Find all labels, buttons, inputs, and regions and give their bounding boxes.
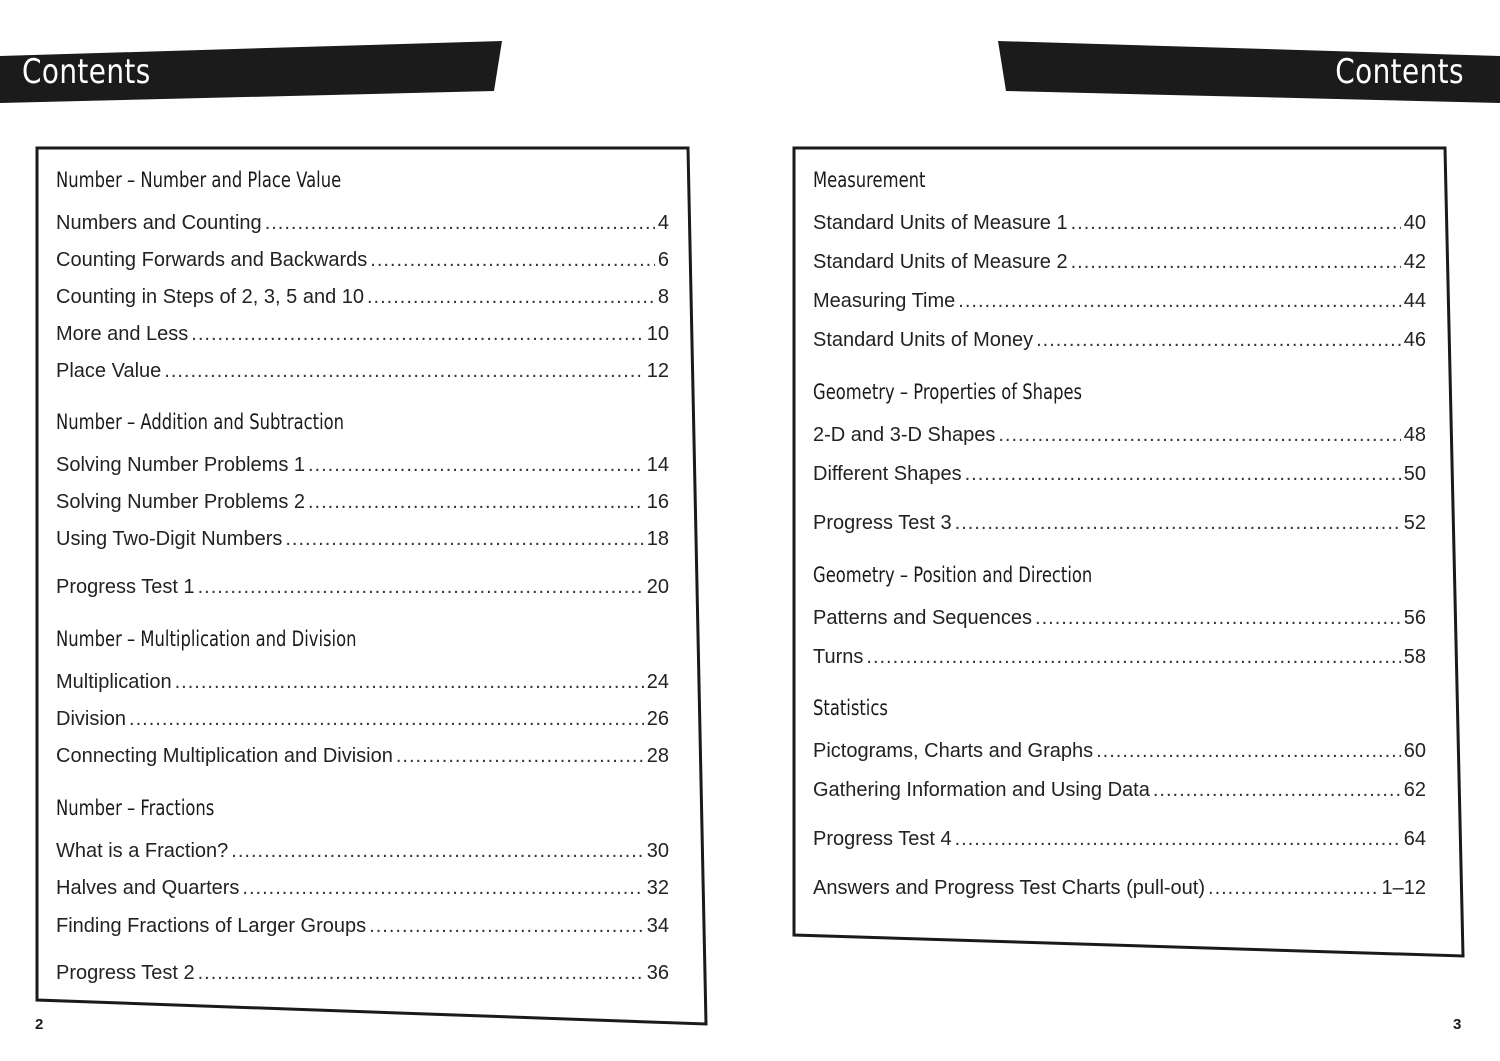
toc-entry[interactable] (56, 286, 669, 309)
entry-page: 12 (646, 360, 669, 382)
leader-dots (1036, 329, 1401, 352)
leader-dots (285, 528, 643, 551)
toc-entry[interactable] (813, 251, 1426, 274)
entry-title: 2-D and 3-D Shapes (813, 424, 996, 446)
entry-page: 48 (1403, 424, 1426, 446)
toc-entry[interactable] (813, 607, 1426, 630)
entry-title: Answers and Progress Test Charts (pull-out) (813, 877, 1206, 899)
entry-title: Different Shapes (813, 463, 962, 485)
toc-entry[interactable] (56, 840, 669, 863)
leader-dots (1096, 740, 1401, 763)
leader-dots (396, 745, 644, 768)
toc-entry[interactable] (56, 915, 669, 938)
entry-title: More and Less (56, 323, 189, 345)
toc-entry[interactable] (56, 877, 669, 900)
toc-entry[interactable] (813, 212, 1426, 235)
entry-page: 34 (646, 915, 669, 937)
entry-page: 10 (646, 323, 669, 345)
entry-title: Measuring Time (813, 290, 956, 312)
toc-entry[interactable] (56, 212, 669, 235)
section-heading-statistics: Statistics (813, 696, 888, 720)
entry-title: Solving Number Problems 1 (56, 454, 305, 476)
entry-page: 64 (1403, 828, 1426, 850)
toc-entry[interactable] (813, 779, 1426, 802)
entry-title: Halves and Quarters (56, 877, 240, 899)
leader-dots (242, 877, 643, 900)
entry-title: Numbers and Counting (56, 212, 262, 234)
entry-title: Multiplication (56, 671, 172, 693)
toc-entry[interactable] (56, 249, 669, 272)
entry-page: 58 (1403, 646, 1426, 668)
leader-dots (1071, 212, 1401, 235)
leader-dots (308, 491, 644, 514)
toc-entry-progress-test[interactable] (813, 512, 1426, 535)
entry-page: 50 (1403, 463, 1426, 485)
leader-dots (1035, 607, 1401, 630)
leader-dots (367, 286, 655, 309)
entry-page: 20 (646, 576, 669, 598)
toc-entry[interactable] (56, 671, 669, 694)
leader-dots (175, 671, 644, 694)
toc-entry[interactable] (813, 290, 1426, 313)
leader-dots (955, 512, 1401, 535)
leader-dots (265, 212, 655, 235)
leader-dots (958, 290, 1400, 313)
toc-entry[interactable] (56, 528, 669, 551)
toc-entry[interactable] (56, 454, 669, 477)
entry-page: 40 (1403, 212, 1426, 234)
toc-entry[interactable] (813, 329, 1426, 352)
entry-page: 18 (646, 528, 669, 550)
entry-title: Connecting Multiplication and Division (56, 745, 393, 767)
entry-title: Patterns and Sequences (813, 607, 1033, 629)
entry-page: 44 (1403, 290, 1426, 312)
section-heading-multiplication-division: Number – Multiplication and Division (56, 627, 357, 651)
leader-dots (998, 424, 1400, 447)
entry-title: Standard Units of Money (813, 329, 1034, 351)
entry-title: Progress Test 4 (813, 828, 952, 850)
toc-entry-answers[interactable] (813, 877, 1426, 900)
leader-dots (129, 708, 644, 731)
entry-page: 4 (657, 212, 669, 234)
toc-entry-progress-test[interactable] (813, 828, 1426, 851)
entry-title: Progress Test 1 (56, 576, 195, 598)
entry-page: 24 (646, 671, 669, 693)
entry-title: Gathering Information and Using Data (813, 779, 1150, 801)
entry-page: 46 (1403, 329, 1426, 351)
entry-title: Counting Forwards and Backwards (56, 249, 368, 271)
leader-dots (308, 454, 644, 477)
section-heading-addition-subtraction: Number – Addition and Subtraction (56, 410, 345, 434)
leader-dots (965, 463, 1401, 486)
entry-title: Turns (813, 646, 864, 668)
section-heading-measurement: Measurement (813, 168, 926, 192)
header-banners (0, 0, 1500, 110)
right-page-title: Contents (1335, 52, 1464, 92)
toc-entry[interactable] (813, 463, 1426, 486)
toc-entry[interactable] (56, 491, 669, 514)
toc-entry[interactable] (813, 740, 1426, 763)
toc-entry-progress-test[interactable] (56, 962, 669, 985)
leader-dots (191, 323, 643, 346)
toc-entry[interactable] (56, 745, 669, 768)
leader-dots (370, 249, 655, 272)
entry-title: Counting in Steps of 2, 3, 5 and 10 (56, 286, 364, 308)
leader-dots (164, 360, 643, 383)
entry-title: Division (56, 708, 127, 730)
toc-entry[interactable] (813, 646, 1426, 669)
entry-title: Progress Test 2 (56, 962, 195, 984)
entry-page: 52 (1403, 512, 1426, 534)
toc-entry-progress-test[interactable] (56, 576, 669, 599)
left-page-number: 2 (35, 1016, 44, 1033)
entry-title: Standard Units of Measure 2 (813, 251, 1068, 273)
section-heading-position-direction: Geometry – Position and Direction (813, 563, 1093, 587)
leader-dots (866, 646, 1400, 669)
toc-entry[interactable] (56, 708, 669, 731)
entry-page: 14 (646, 454, 669, 476)
leader-dots (955, 828, 1401, 851)
entry-title: Place Value (56, 360, 162, 382)
entry-page: 56 (1403, 607, 1426, 629)
leader-dots (1071, 251, 1401, 274)
entry-page: 28 (646, 745, 669, 767)
leader-dots (369, 915, 644, 938)
entry-title: Pictograms, Charts and Graphs (813, 740, 1094, 762)
entry-page: 8 (657, 286, 669, 308)
entry-page: 42 (1403, 251, 1426, 273)
right-page-number: 3 (1453, 1016, 1462, 1033)
entry-page: 16 (646, 491, 669, 513)
section-heading-place-value: Number – Number and Place Value (56, 168, 342, 192)
section-heading-fractions: Number – Fractions (56, 796, 215, 820)
entry-page: 36 (646, 962, 669, 984)
leader-dots (231, 840, 643, 863)
entry-page: 32 (646, 877, 669, 899)
leader-dots (1208, 877, 1378, 900)
toc-entry[interactable] (813, 424, 1426, 447)
leader-dots (198, 576, 644, 599)
entry-page: 26 (646, 708, 669, 730)
entry-title: Standard Units of Measure 1 (813, 212, 1068, 234)
entry-page: 1–12 (1381, 877, 1426, 899)
entry-page: 62 (1403, 779, 1426, 801)
entry-title: Solving Number Problems 2 (56, 491, 305, 513)
entry-page: 30 (646, 840, 669, 862)
left-page-title: Contents (22, 52, 151, 92)
section-heading-properties-of-shapes: Geometry – Properties of Shapes (813, 380, 1083, 404)
entry-title: Progress Test 3 (813, 512, 952, 534)
entry-page: 60 (1403, 740, 1426, 762)
entry-title: Finding Fractions of Larger Groups (56, 915, 367, 937)
leader-dots (198, 962, 644, 985)
toc-entry[interactable] (56, 360, 669, 383)
entry-page: 6 (657, 249, 669, 271)
entry-title: Using Two-Digit Numbers (56, 528, 283, 550)
toc-entry[interactable] (56, 323, 669, 346)
leader-dots (1153, 779, 1401, 802)
entry-title: What is a Fraction? (56, 840, 229, 862)
